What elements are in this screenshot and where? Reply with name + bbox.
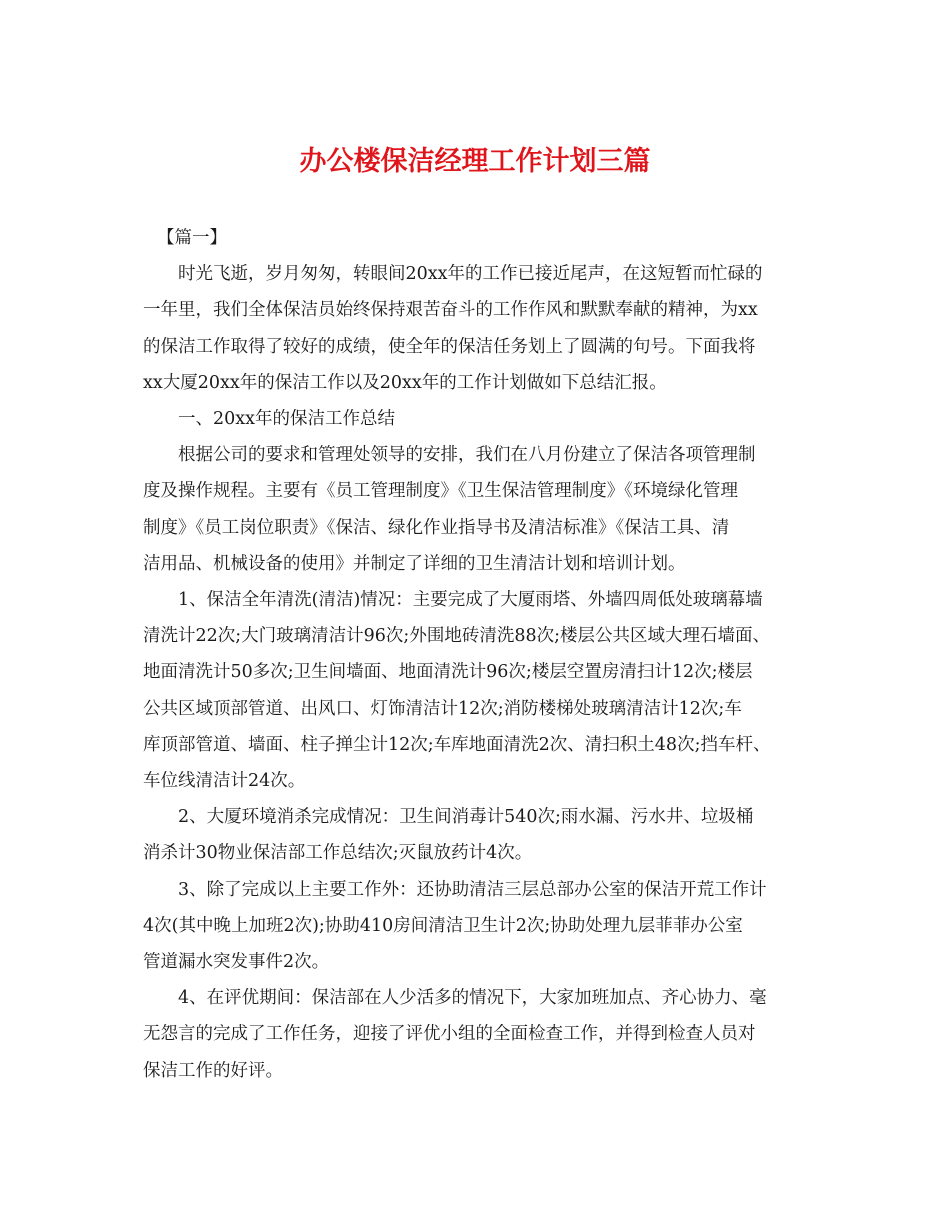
paragraph-line: 库顶部管道、墙面、柱子掸尘计12次;车库地面清洗2次、清扫积土48次;挡车杆、 — [143, 734, 771, 755]
paragraph-line: 公共区域顶部管道、出风口、灯饰清洁计12次;消防楼梯处玻璃清洁计12次;车 — [143, 698, 742, 719]
paragraph-line: 洁用品、机械设备的使用》并制定了详细的卫生清洁计划和培训计划。 — [143, 553, 686, 574]
paragraph-line: 保洁工作的好评。 — [143, 1060, 283, 1081]
paragraph-line: 一年里，我们全体保洁员始终保持艰苦奋斗的工作作风和默默奉献的精神，为xx — [143, 300, 758, 321]
paragraph-line: 根据公司的要求和管理处领导的安排，我们在八月份建立了保洁各项管理制 — [178, 445, 756, 466]
paragraph-line: 时光飞逝，岁月匆匆，转眼间20xx年的工作已接近尾声，在这短暂而忙碌的 — [178, 264, 763, 285]
paragraph-line: 地面清洗计50多次;卫生间墙面、地面清洗计96次;楼层空置房清扫计12次;楼层 — [143, 662, 753, 683]
paragraph-line: xx大厦20xx年的保洁工作以及20xx年的工作计划做如下总结汇报。 — [143, 372, 667, 393]
paragraph-line: 4次(其中晚上加班2次);协助410房间清洁卫生计2次;协助处理九层菲菲办公室 — [143, 915, 743, 936]
section-heading: 【篇一】 — [157, 228, 227, 248]
paragraph-line: 无怨言的完成了工作任务，迎接了评优小组的全面检查工作，并得到检查人员对 — [143, 1024, 756, 1045]
paragraph-line: 3、除了完成以上主要工作外：还协助清洁三层总部办公室的保洁开荒工作计 — [178, 879, 767, 900]
paragraph-line: 管道漏水突发事件2次。 — [143, 952, 330, 973]
subheading-line: 一、20xx年的保洁工作总结 — [178, 409, 396, 430]
paragraph-line: 清洗计22次;大门玻璃清洁计96次;外围地砖清洗88次;楼层公共区域大理石墙面、 — [143, 626, 770, 647]
paragraph-line: 制度》《员工岗位职责》《保洁、绿化作业指导书及清洁标准》《保洁工具、清 — [143, 517, 730, 538]
paragraph-line: 消杀计30物业保洁部工作总结次;灭鼠放药计4次。 — [143, 843, 533, 864]
document-body — [143, 220, 813, 1089]
paragraph-line: 1、保洁全年清洗(清洁)情况：主要完成了大厦雨塔、外墙四周低处玻璃幕墙 — [178, 590, 763, 611]
document-title: 办公楼保洁经理工作计划三篇 — [299, 146, 651, 177]
paragraph-line: 车位线清洁计24次。 — [143, 771, 306, 792]
paragraph-line: 的保洁工作取得了较好的成绩，使全年的保洁任务划上了圆满的句号。下面我将 — [143, 336, 756, 357]
paragraph-line: 度及操作规程。主要有《员工管理制度》《卫生保洁管理制度》《环境绿化管理 — [143, 481, 738, 502]
paragraph-line: 4、在评优期间：保洁部在人少活多的情况下，大家加班加点、齐心协力、毫 — [178, 988, 767, 1009]
paragraph-line: 2、大厦环境消杀完成情况：卫生间消毒计540次;雨水漏、污水井、垃圾桶 — [178, 807, 754, 828]
